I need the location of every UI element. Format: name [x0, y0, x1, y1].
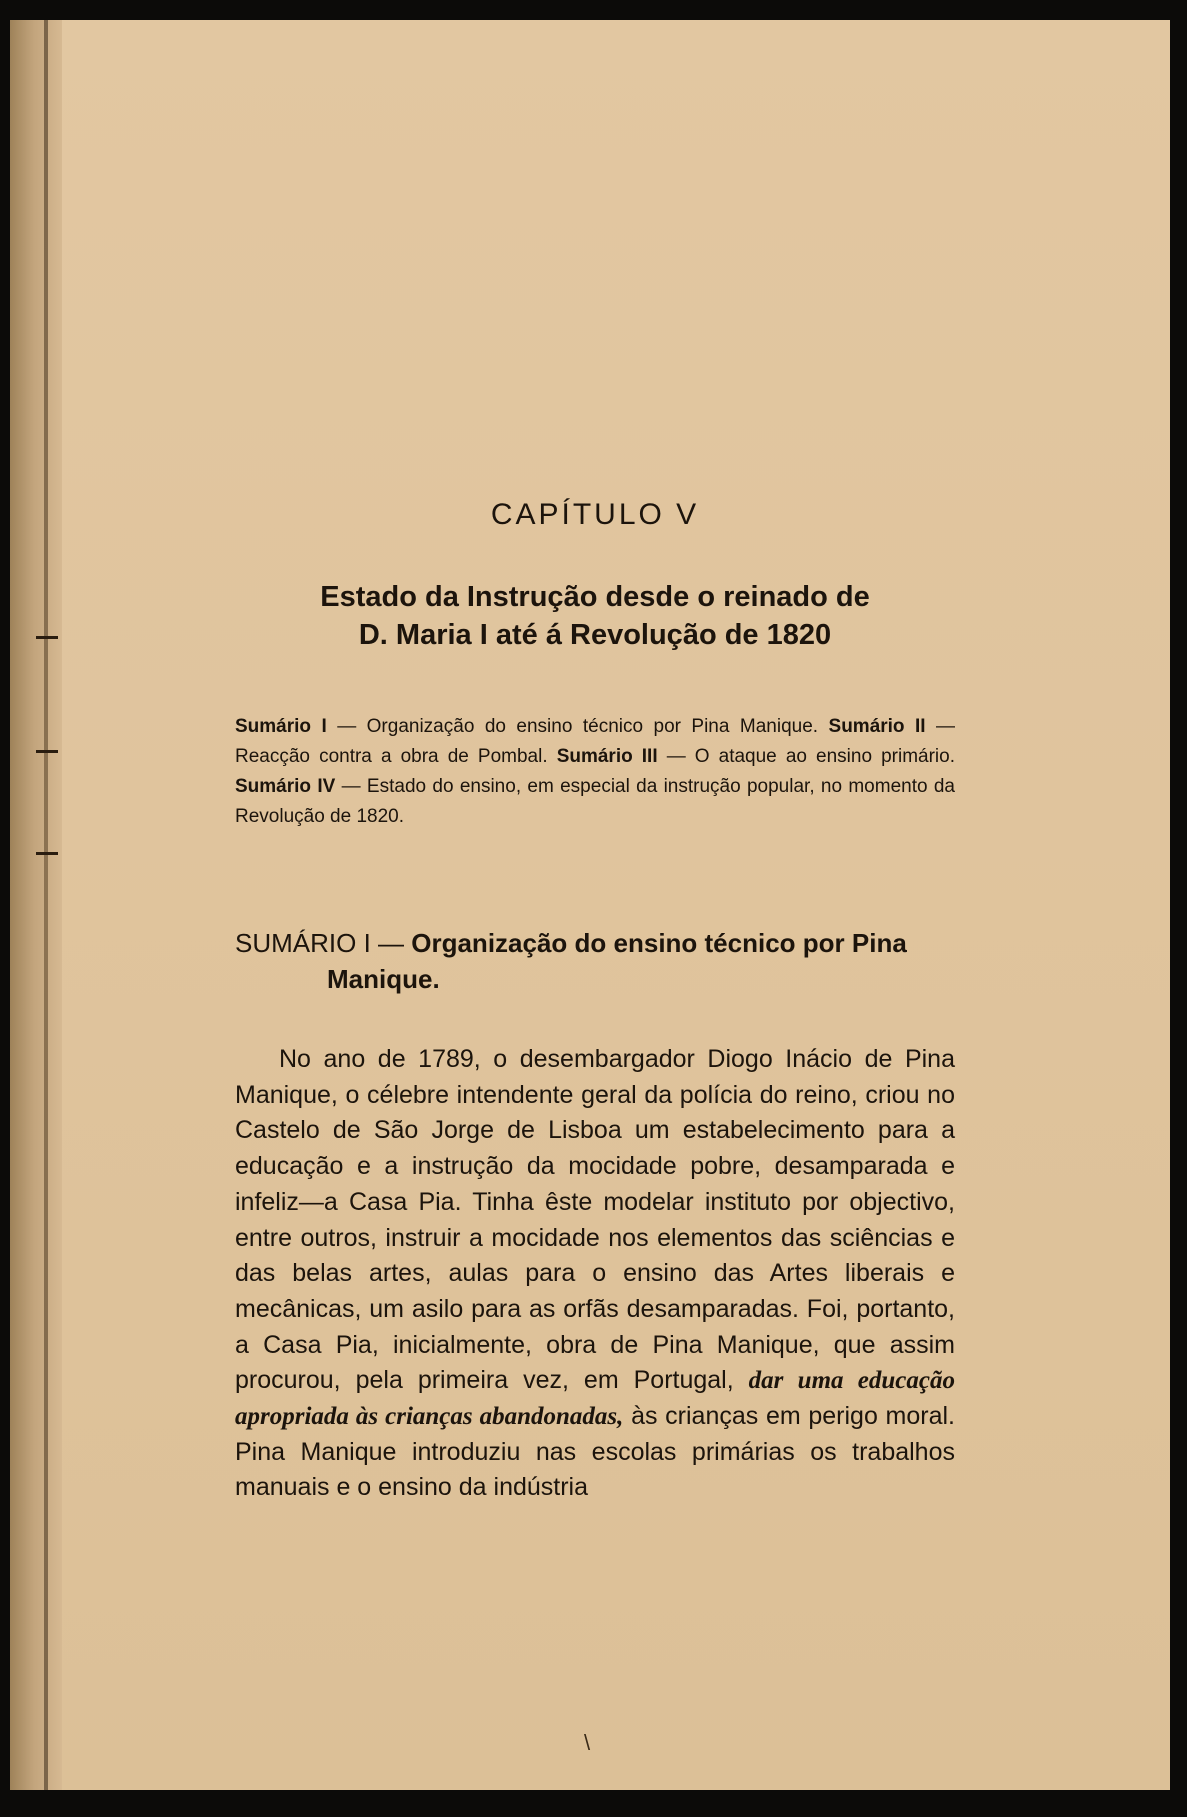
paragraph-text-1: No ano de 1789, o desembargador Diogo Inácio de Pina Manique, o célebre intendente geral da polícia do reino, criou no Castelo de São Jorge de Lisboa um estabelecimento para a educação e a instrução da mocidade pobre, desamparada e infeliz—a Casa Pia. Tinha êste modelar instituto por objectivo, entre outros, instruir a mocidade nos elementos das sciências e das belas artes, aulas para o ensino das Artes liberais e mecânicas, um asilo para as orfãs desamparadas. Foi, portanto, a Casa Pia, inicialmente, obra de Pina Manique, que assim procurou, pela primeira vez, em Portugal,: [235, 1045, 955, 1395]
summary-4-text: — Estado do ensino, em especial da instrução popular, no momento da Revolução de 1820.: [235, 776, 955, 827]
paragraph-text-2: às crianças em perigo moral. Pina Manique introduziu nas escolas primárias os trabalhos manuais e o ensino da indústria: [235, 1402, 955, 1502]
summary-3-label: Sumário III: [556, 746, 658, 767]
summary-3-text: — O ataque ao ensino primário.: [657, 746, 955, 767]
paragraph-italic-phrase: dar uma educação apropriada às crianças abandonadas,: [235, 1367, 955, 1431]
section-heading-title: Organização do ensino técnico por Pina: [411, 928, 907, 958]
page-edge-line: [44, 20, 48, 1790]
chapter-title-line-2: D. Maria I até á Revolução de 1820: [358, 619, 832, 651]
section-heading-continuation: Manique.: [327, 964, 440, 994]
summary-2-text: — Reacção contra a obra de Pombal.: [235, 716, 955, 767]
summary-2-label: Sumário II: [828, 716, 926, 737]
margin-tick-mark: [36, 852, 58, 855]
margin-tick-mark: [36, 636, 58, 639]
page-paper: [10, 20, 1170, 1790]
chapter-label: CAPÍTULO V: [490, 498, 700, 531]
chapter-title-line-1: Estado da Instrução desde o reinado de: [320, 581, 870, 613]
chapter-summary: [235, 712, 955, 832]
margin-tick-mark: [36, 750, 58, 753]
summary-4-label: Sumário IV: [235, 776, 336, 797]
body-paragraph: [235, 1042, 955, 1506]
page-mark: \: [584, 1730, 591, 1755]
summary-1-label: Sumário I: [235, 716, 327, 737]
binding-gutter: [10, 20, 62, 1790]
section-heading-lead: SUMÁRIO I —: [235, 928, 412, 958]
section-heading: [235, 925, 955, 997]
chapter-title: [235, 578, 955, 654]
summary-1-text: — Organização do ensino técnico por Pina Manique.: [326, 716, 829, 737]
